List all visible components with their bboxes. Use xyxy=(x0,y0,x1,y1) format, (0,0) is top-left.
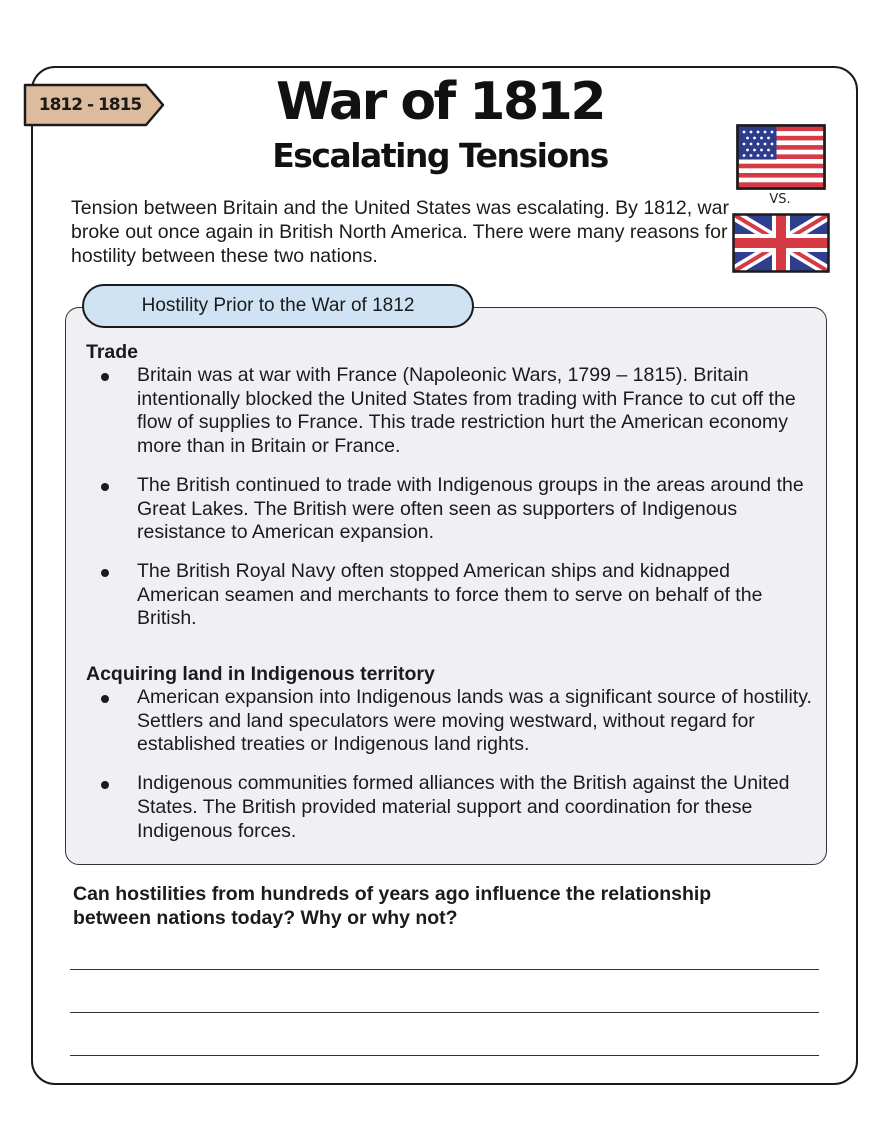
bullet-text: Indigenous communities formed alliances with the British against the United States. The British provided material support and coordination for these Indigenous forces. xyxy=(137,772,790,842)
bullet-text: The British continued to trade with Indigenous groups in the areas around the Great Lakes. The British were often seen as supporters of Indigenous resistance to American expansion. xyxy=(137,473,804,544)
bullet-text: Britain was at war with France (Napoleonic Wars, 1799 – 1815). Britain intentionally blocked the United States from trading with France to cut off the flow of supplies to France. This trade restriction hurt the American economy more than in Britain or France. xyxy=(137,364,796,458)
bullet-icon xyxy=(101,483,109,491)
us-flag-icon xyxy=(736,124,826,190)
answer-line-1[interactable] xyxy=(70,969,819,970)
list-item xyxy=(86,560,816,631)
date-range-label: 1812 - 1815 xyxy=(38,95,142,115)
bullet-text: The British Royal Navy often stopped American ships and kidnapped American seamen and merchants to force them to serve on behalf of the British. xyxy=(137,559,763,630)
list-item xyxy=(86,772,816,843)
section-heading-land: Acquiring land in Indigenous territory xyxy=(86,663,435,685)
trade-bullet-list xyxy=(86,364,816,646)
intro-paragraph: Tension between Britain and the United States was escalating. By 1812, war broke out once again in British North America. There were many reasons for hostility between these two nations. xyxy=(71,197,729,267)
bullet-text: American expansion into Indigenous lands was a significant source of hostility. Settlers and land speculators were moving westward, without regard for established treaties or Indigenous land rights. xyxy=(137,686,812,756)
answer-line-2[interactable] xyxy=(70,1012,819,1013)
list-item xyxy=(86,686,816,757)
reflection-question: Can hostilities from hundreds of years ago influence the relationship between nations today? Why or why not? xyxy=(73,883,712,929)
land-bullet-list xyxy=(86,686,816,858)
bullet-icon xyxy=(101,569,109,577)
bullet-icon xyxy=(101,695,109,703)
list-item xyxy=(86,364,816,459)
versus-label: VS. xyxy=(769,192,791,207)
union-jack-flag-icon xyxy=(732,213,830,273)
bullet-icon xyxy=(101,373,109,381)
section-heading-trade: Trade xyxy=(86,341,139,363)
panel-tab-label: Hostility Prior to the War of 1812 xyxy=(82,284,474,328)
bullet-icon xyxy=(101,781,109,789)
page-subtitle: Escalating Tensions xyxy=(272,136,608,175)
page-title: War of 1812 xyxy=(275,72,605,132)
answer-line-3[interactable] xyxy=(70,1055,819,1056)
list-item xyxy=(86,474,816,545)
